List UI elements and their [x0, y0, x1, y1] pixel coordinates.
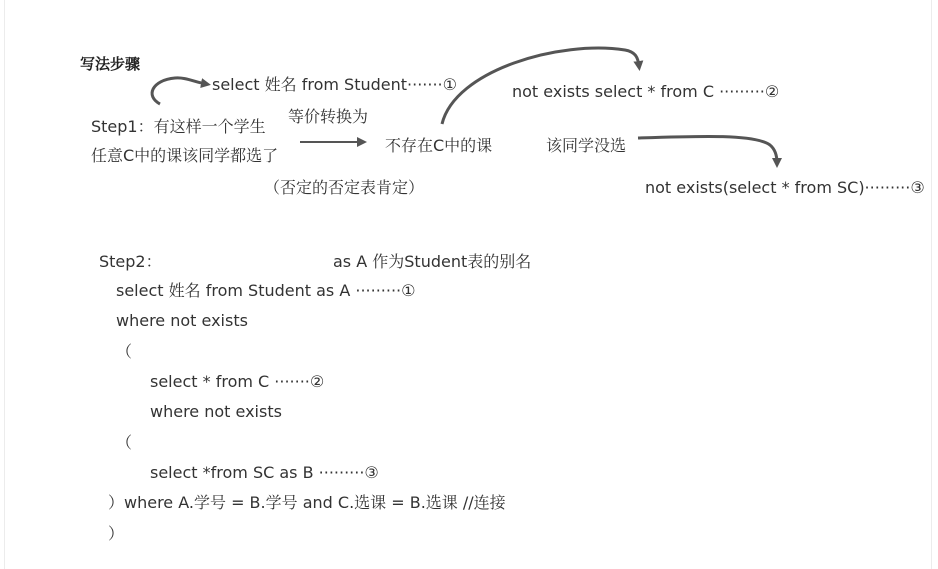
- step1-label: Step1：有这样一个学生: [91, 117, 266, 136]
- code-line: where not exists: [150, 402, 282, 421]
- code-line: ）: [108, 524, 125, 543]
- transform-label: 等价转换为: [288, 107, 369, 126]
- curl-arrow-to-sql1: [152, 78, 206, 104]
- not-exist-course: 不存在C中的课: [385, 136, 493, 155]
- code-line: ）where A.学号 = B.学号 and C.选课 = B.选课 //连接: [108, 493, 506, 512]
- arrow-to-sql3: [638, 136, 777, 163]
- code-line: （: [116, 433, 133, 452]
- double-negation-note: （否定的否定表肯定）: [264, 178, 425, 197]
- code-line: （: [116, 342, 133, 361]
- step1-condition: 任意C中的课该同学都选了: [91, 146, 279, 165]
- alias-note: as A 作为Student表的别名: [333, 252, 532, 271]
- not-selected: 该同学没选: [546, 136, 627, 155]
- code-line: select *from SC as B ·········③: [150, 463, 379, 482]
- sql-step-2: not exists select * from C ·········②: [512, 82, 780, 101]
- code-line: where not exists: [116, 311, 248, 330]
- step2-label: Step2：: [99, 252, 162, 271]
- code-line: select * from C ·······②: [150, 372, 325, 391]
- sql-step-3: not exists(select * from SC)·········③: [645, 178, 925, 197]
- page-title: 写法步骤: [80, 55, 141, 73]
- sql-step-1: select 姓名 from Student·······①: [212, 75, 457, 94]
- code-line: select 姓名 from Student as A ·········①: [116, 281, 416, 300]
